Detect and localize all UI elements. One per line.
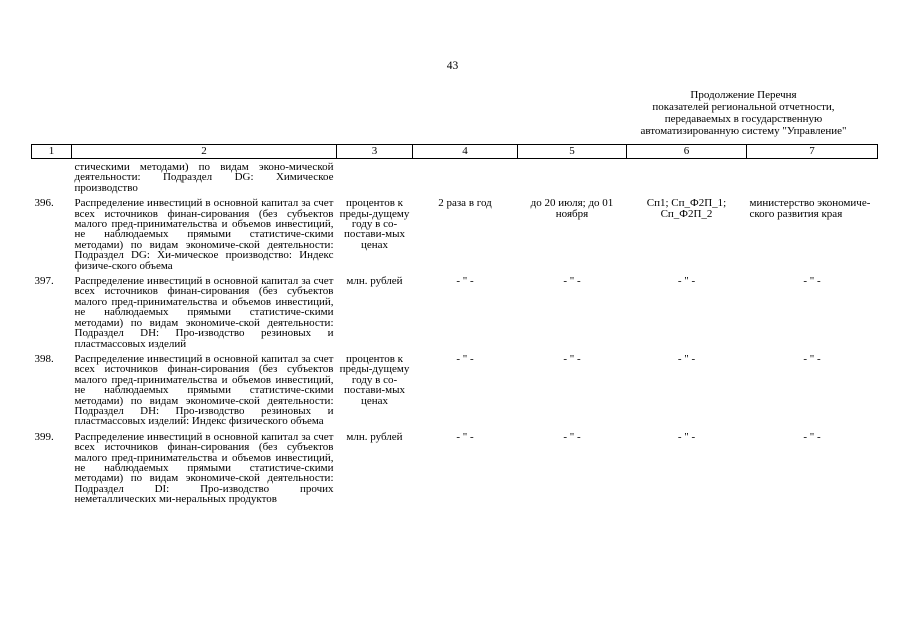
row-number: 397.	[34, 275, 54, 288]
period-cell: - " -	[456, 430, 474, 443]
period-cell: 2 раза в год	[438, 197, 492, 210]
header-line-2: показателей региональной отчетности,	[652, 101, 835, 113]
indicator-name: Распределение инвестиций в основной капитал за счет всех источников финан-сирования (без субъектов малого пред-принимательства и объемов инвестиций, не наблюдаемых прямыми статистиче-скими методами) по видам экономиче-ской деятельности: Подраздел DG: Хи-мическое производство: Индекс физиче-ского объема	[74, 197, 334, 272]
header-line-4: автоматизированную систему "Управление"	[640, 125, 847, 137]
responsible-cell: - " -	[803, 352, 821, 365]
column-header-6: 6	[627, 145, 747, 159]
period-cell: - " -	[456, 352, 474, 365]
deadline-cell: - " -	[563, 352, 581, 365]
responsible-cell: - " -	[803, 275, 821, 288]
unit-cell: процентов к преды-дущему году в со-постави-мых ценах	[339, 197, 410, 251]
column-header-2: 2	[72, 145, 337, 159]
responsible-cell: - " -	[803, 430, 821, 443]
column-header-5: 5	[518, 145, 627, 159]
column-header-3: 3	[337, 145, 413, 159]
form-cell: - " -	[677, 430, 696, 443]
table-row	[32, 349, 878, 427]
period-cell: - " -	[456, 275, 474, 288]
header-line-3: передаваемых в государственную	[664, 113, 823, 125]
continuation-header	[560, 89, 905, 137]
deadline-cell: - " -	[563, 275, 581, 288]
deadline-cell: до 20 июля; до 01 ноября	[530, 197, 614, 220]
indicator-name: Распределение инвестиций в основной капитал за счет всех источников финан-сирования (без субъектов малого пред-принимательства и объемов инвестиций, не наблюдаемых прямыми статистиче-скими методами) по видам экономиче-ской деятельности: Подраздел DI: Про-изводство прочих неметаллических ми-неральных продуктов	[74, 430, 334, 506]
row-number: 399.	[34, 430, 54, 443]
table-row	[32, 271, 878, 349]
column-header-7: 7	[747, 145, 878, 159]
continuation-row	[32, 159, 878, 194]
unit-cell: процентов к преды-дущему году в со-постави-мых ценах	[339, 352, 410, 407]
unit-cell: млн. рублей	[346, 275, 403, 288]
indicator-name: Распределение инвестиций в основной капитал за счет всех источников финан-сирования (без субъектов малого пред-принимательства и объемов инвестиций, не наблюдаемых прямыми статистиче-скими методами) по видам экономиче-ской деятельности: Подраздел DH: Про-изводство резиновых и пластмассовых изделий	[74, 275, 334, 350]
indicators-table	[31, 144, 878, 505]
form-cell: - " -	[677, 352, 696, 365]
form-cell: - " -	[677, 275, 696, 288]
row-number: 398.	[34, 352, 54, 365]
table-row	[32, 193, 878, 271]
column-number-row	[32, 145, 878, 159]
row-number: 396.	[34, 197, 54, 210]
header-line-1: Продолжение Перечня	[690, 89, 797, 101]
table-row	[32, 427, 878, 505]
page-number: 43	[446, 60, 459, 72]
indicator-name: Распределение инвестиций в основной капитал за счет всех источников финан-сирования (без субъектов малого пред-принимательства и объемов инвестиций, не наблюдаемых прямыми статистиче-скими методами) по видам экономиче-ской деятельности: Подраздел DH: Про-изводство резиновых и пластмассовых изделий: Индекс физического объема	[74, 352, 334, 428]
column-header-1: 1	[32, 145, 72, 159]
column-header-4: 4	[413, 145, 518, 159]
unit-cell: млн. рублей	[346, 430, 403, 443]
responsible-cell: министерство экономиче-ского развития края	[749, 197, 871, 220]
continuation-text: стическими методами) по видам эконо-мической деятельности: Подраздел DG: Химическое производство	[74, 161, 334, 194]
deadline-cell: - " -	[563, 430, 581, 443]
form-cell: Сп1; Сп_Ф2П_1; Сп_Ф2П_2	[646, 197, 727, 220]
